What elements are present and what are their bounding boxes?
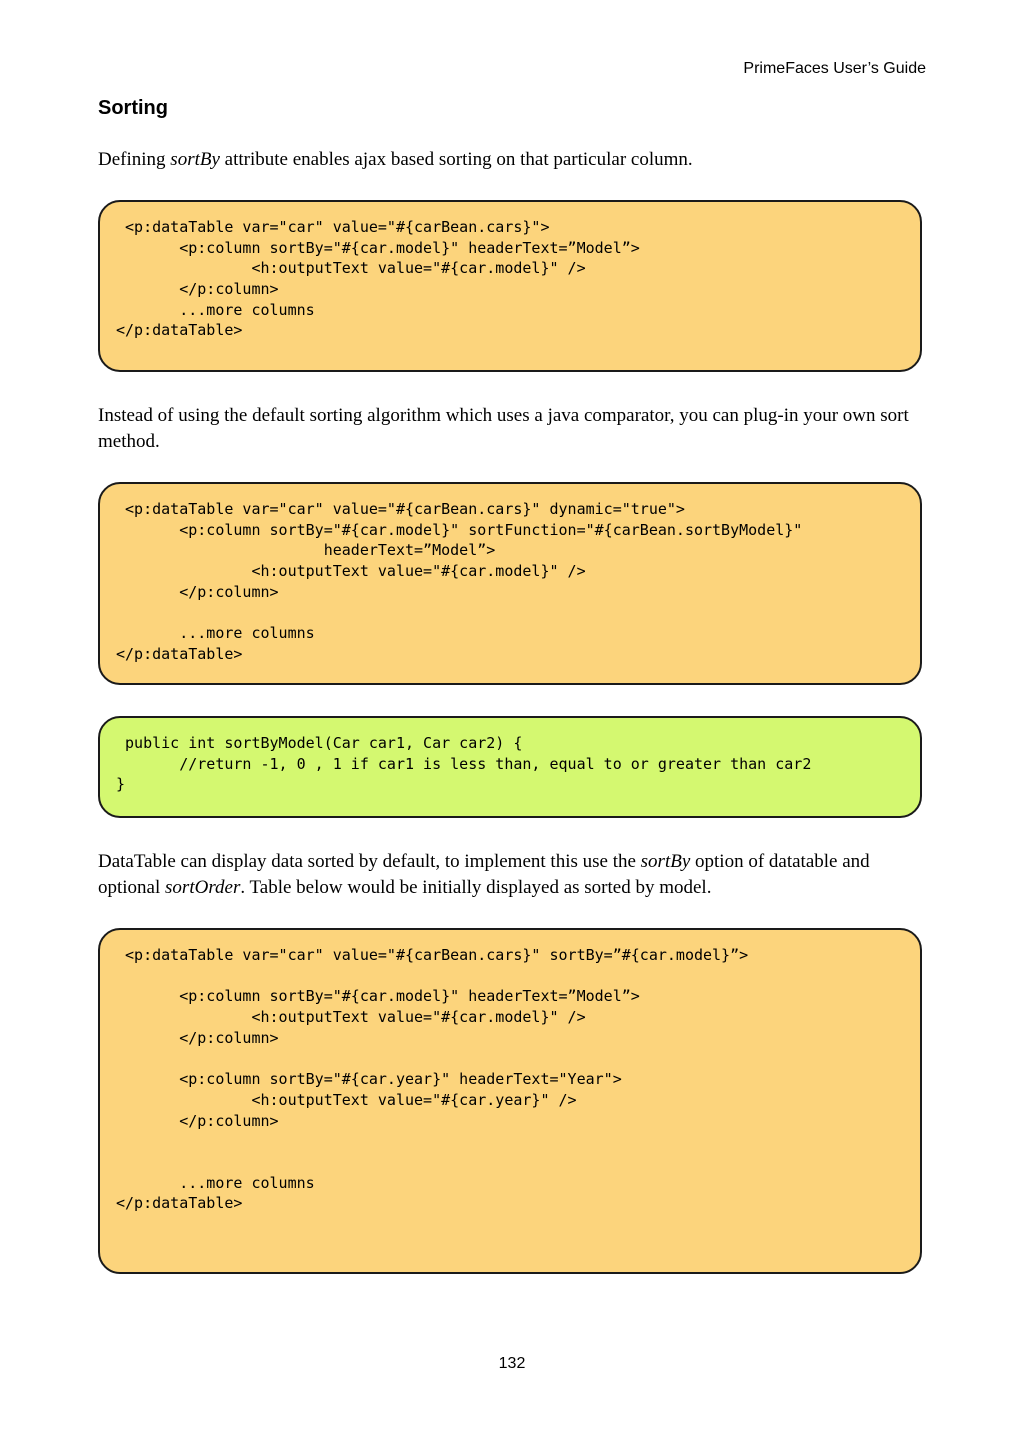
para3-text-3: . Table below would be initially displayed as sorted by model. [240, 877, 712, 898]
para3-emphasis-sortby: sortBy [640, 851, 691, 872]
code-line [116, 602, 920, 623]
code-listing [100, 202, 920, 341]
code-line: //return -1, 0 , 1 if car1 is less than, equal to or greater than car2 [116, 754, 812, 773]
code-line: <p:column sortBy="#{car.model}" sortFunction="#{carBean.sortByModel}" [116, 520, 803, 539]
code-line: </p:dataTable> [116, 321, 243, 340]
code-line [116, 1131, 920, 1152]
code-line: <h:outputText value="#{car.model}" /> [116, 1008, 586, 1027]
code-line: <h:outputText value="#{car.year}" /> [116, 1090, 577, 1109]
code-line: </p:column> [116, 1028, 279, 1047]
code-line: </p:column> [116, 280, 279, 299]
code-block-sort-function [98, 482, 922, 685]
code-line: <p:dataTable var="car" value="#{carBean.cars}" sortBy=”#{car.model}”> [116, 946, 749, 964]
paragraph-default-sort [98, 849, 928, 901]
code-line: <p:column sortBy="#{car.year}" headerText="Year"> [116, 1070, 622, 1089]
code-line [116, 1152, 920, 1173]
para3-text-1: DataTable can display data sorted by default, to implement this use the [98, 851, 641, 872]
page-number: 132 [498, 1355, 526, 1372]
code-line: headerText=”Model”> [116, 541, 496, 560]
code-line: ...more columns [116, 624, 315, 643]
code-line: public int sortByModel(Car car1, Car car2) { [116, 734, 523, 752]
code-listing [100, 484, 920, 665]
code-listing [100, 930, 920, 1214]
code-listing [100, 718, 920, 795]
code-block-basic-sorting [98, 200, 922, 372]
section-title: Sorting [98, 97, 168, 119]
code-line [116, 966, 920, 987]
code-line: </p:dataTable> [116, 1194, 243, 1213]
code-line: </p:dataTable> [116, 644, 243, 663]
code-line: <p:dataTable var="car" value="#{carBean.cars}"> [116, 218, 550, 236]
code-block-java-method [98, 716, 922, 818]
para3-emphasis-sortorder: sortOrder [165, 877, 241, 898]
para1-text-before: Defining [98, 149, 171, 170]
code-line: ...more columns [116, 300, 315, 319]
code-line: <p:column sortBy="#{car.model}" headerText=”Model”> [116, 238, 640, 257]
para1-emphasis: sortBy [170, 149, 220, 170]
page-header: PrimeFaces User’s Guide [743, 60, 926, 77]
code-line: ...more columns [116, 1173, 315, 1192]
para3-text-2: option of datatable and optional [98, 851, 870, 898]
code-line: <p:column sortBy="#{car.model}" headerText=”Model”> [116, 987, 640, 1006]
code-line: <h:outputText value="#{car.model}" /> [116, 259, 586, 278]
code-line: </p:column> [116, 582, 279, 601]
paragraph-sortby-intro [98, 147, 928, 173]
code-line [116, 1048, 920, 1069]
code-line: } [116, 775, 126, 794]
code-line: <p:dataTable var="car" value="#{carBean.cars}" dynamic="true"> [116, 500, 685, 518]
code-line: </p:column> [116, 1111, 279, 1130]
code-line: <h:outputText value="#{car.model}" /> [116, 562, 586, 581]
paragraph-custom-sort: Instead of using the default sorting algorithm which uses a java comparator, you can plug-in your own sort method. [98, 405, 909, 452]
code-block-default-sorted-table [98, 928, 922, 1274]
para1-text-after: attribute enables ajax based sorting on that particular column. [219, 149, 693, 170]
